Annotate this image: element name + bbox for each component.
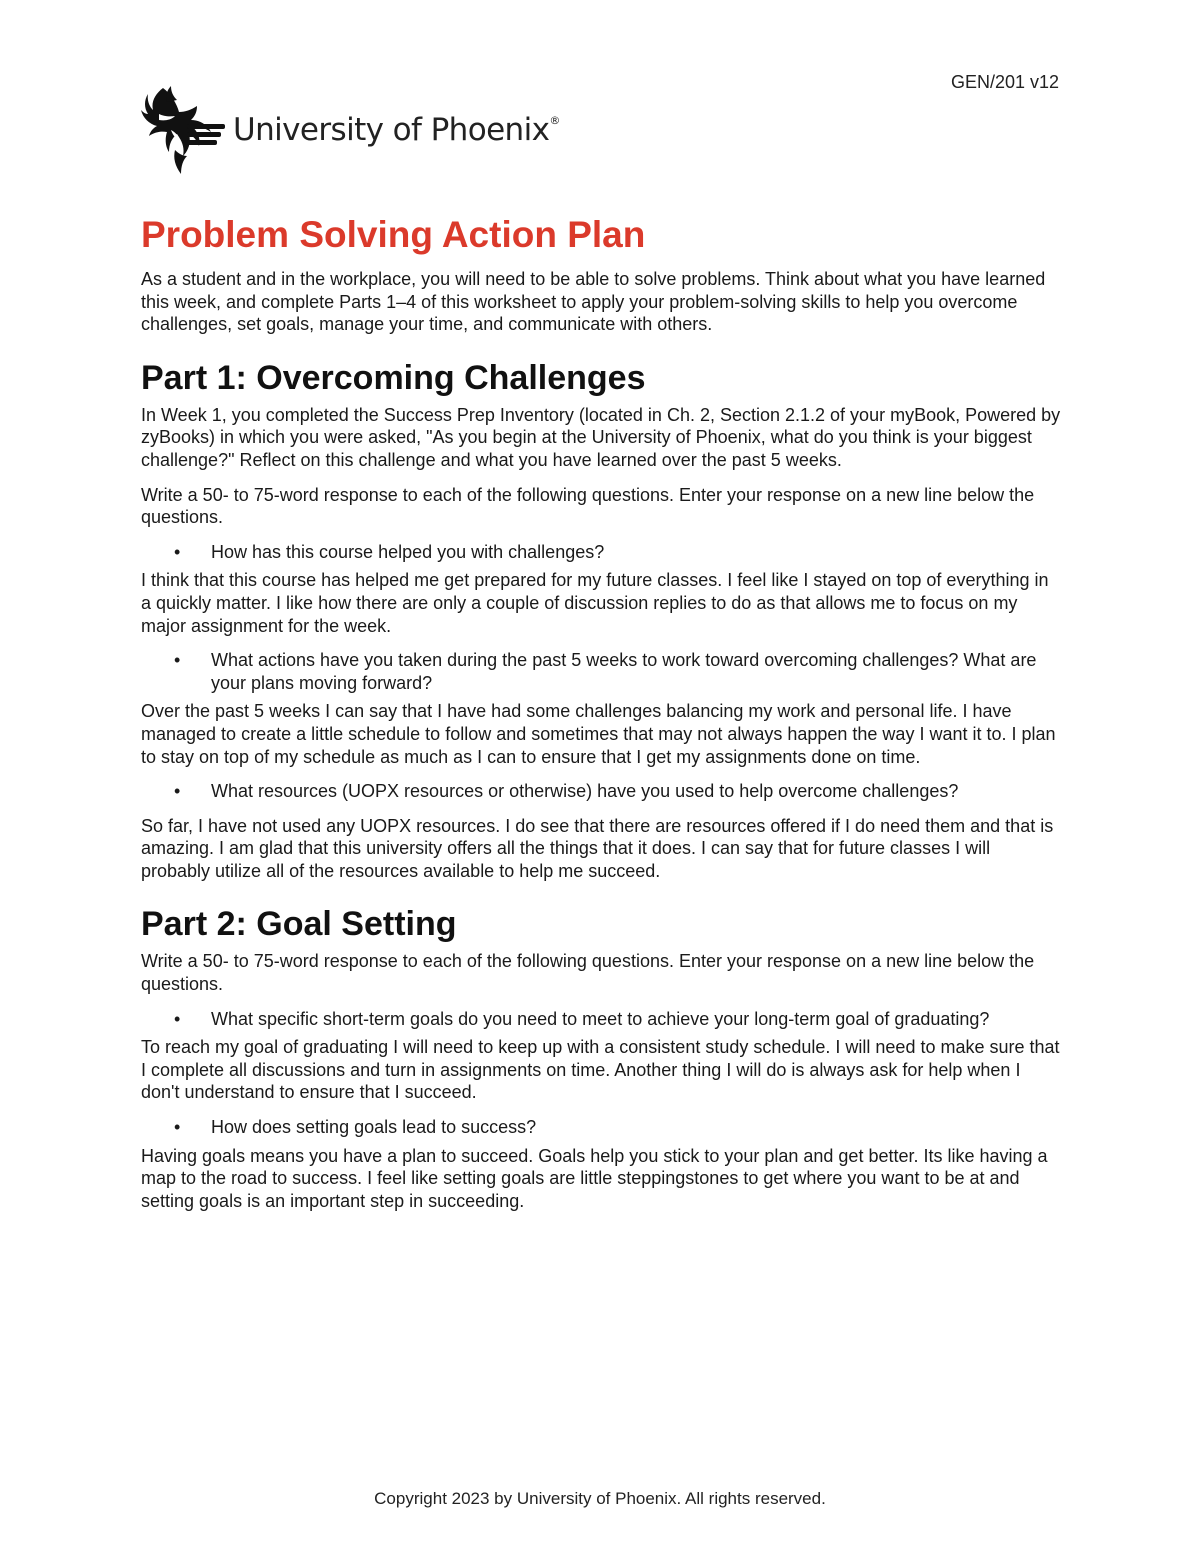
bullet-icon: • xyxy=(174,1117,181,1138)
document-body xyxy=(141,212,1061,1224)
bullet-icon: • xyxy=(174,541,181,562)
registered-mark: ® xyxy=(549,114,560,127)
part2-heading: Part 2: Goal Setting xyxy=(141,905,457,944)
part1-context: In Week 1, you completed the Success Prep Inventory (located in Ch. 2, Section 2.1.2 of your myBook, Powered by zyBooks) in which you were asked, "As you begin at the University of Phoenix, what do you think is your biggest challenge?" Reflect on this challenge and what you have learned over the past 5 weeks. xyxy=(141,404,1061,470)
part1-answer-3: So far, I have not used any UOPX resources. I do see that there are resources offered if I do need them and that is amazing. I am glad that this university offers all the things that it does. I can say that for future classes I will probably utilize all of the resources available to help me succeed. xyxy=(141,815,1054,881)
university-logo xyxy=(141,84,560,176)
part1-instructions: Write a 50- to 75-word response to each of the following questions. Enter your response on a new line below the questions. xyxy=(141,484,1035,528)
list-item: • How does setting goals lead to success? xyxy=(174,1117,537,1138)
bullet-icon: • xyxy=(174,1008,181,1029)
list-item: • What resources (UOPX resources or otherwise) have you used to help overcome challenges? xyxy=(174,781,959,802)
part1-answer-1: I think that this course has helped me get prepared for my future classes. I feel like I stayed on top of everything in a quickly matter. I like how there are only a couple of discussion replies to do as that allows me to focus on my major assignment for the week. xyxy=(141,570,1049,636)
part1-question-2 xyxy=(141,649,1061,694)
intro-paragraph: As a student and in the workplace, you will need to be able to solve problems. Think about what you have learned this week, and complete Parts 1–4 of this worksheet to apply your problem-solving skills to help you overcome challenges, set goals, manage your time, and communicate with others. xyxy=(141,269,1046,335)
logo-wordmark: University of Phoenix® xyxy=(233,112,560,148)
list-item: • How has this course helped you with challenges? xyxy=(174,541,605,562)
part2-answer-1: To reach my goal of graduating I will need to keep up with a consistent study schedule. I will need to make sure that I complete all discussions and turn in assignments on time. Another thing I will do is always ask for help when I don't understand to ensure that I succeed. xyxy=(141,1037,1060,1103)
page-title: Problem Solving Action Plan xyxy=(141,214,646,255)
phoenix-logo-icon xyxy=(141,84,225,176)
part2-answer-2: Having goals means you have a plan to succeed. Goals help you stick to your plan and get better. Its like having a map to the road to success. I feel like setting goals are little steppingstones to get where you want to be at and setting goals is an important step in succeeding. xyxy=(141,1145,1048,1211)
part1-question-1 xyxy=(141,541,1061,564)
part1-question-3 xyxy=(141,780,1061,803)
part1-answer-2: Over the past 5 weeks I can say that I have had some challenges balancing my work and personal life. I have managed to create a little schedule to follow and sometimes that may not always happen the way I want it to. I plan to stay on top of my schedule as much as I can to ensure that I get my assignments done on time. xyxy=(141,701,1056,767)
part2-question-1 xyxy=(141,1008,1061,1031)
part1-heading: Part 1: Overcoming Challenges xyxy=(141,358,646,397)
bullet-icon: • xyxy=(174,781,181,802)
list-item: • What actions have you taken during the past 5 weeks to work toward overcoming challenges? What are your plans moving forward? xyxy=(174,650,1037,693)
course-code: GEN/201 v12 xyxy=(950,72,1059,92)
part2-instructions: Write a 50- to 75-word response to each of the following questions. Enter your response on a new line below the questions. xyxy=(141,951,1035,995)
part2-question-2 xyxy=(141,1116,1061,1139)
bullet-icon: • xyxy=(174,650,181,671)
list-item: • What specific short-term goals do you need to meet to achieve your long-term goal of graduating? xyxy=(174,1008,990,1029)
copyright-footer: Copyright 2023 by University of Phoenix. All rights reserved. xyxy=(374,1489,826,1508)
